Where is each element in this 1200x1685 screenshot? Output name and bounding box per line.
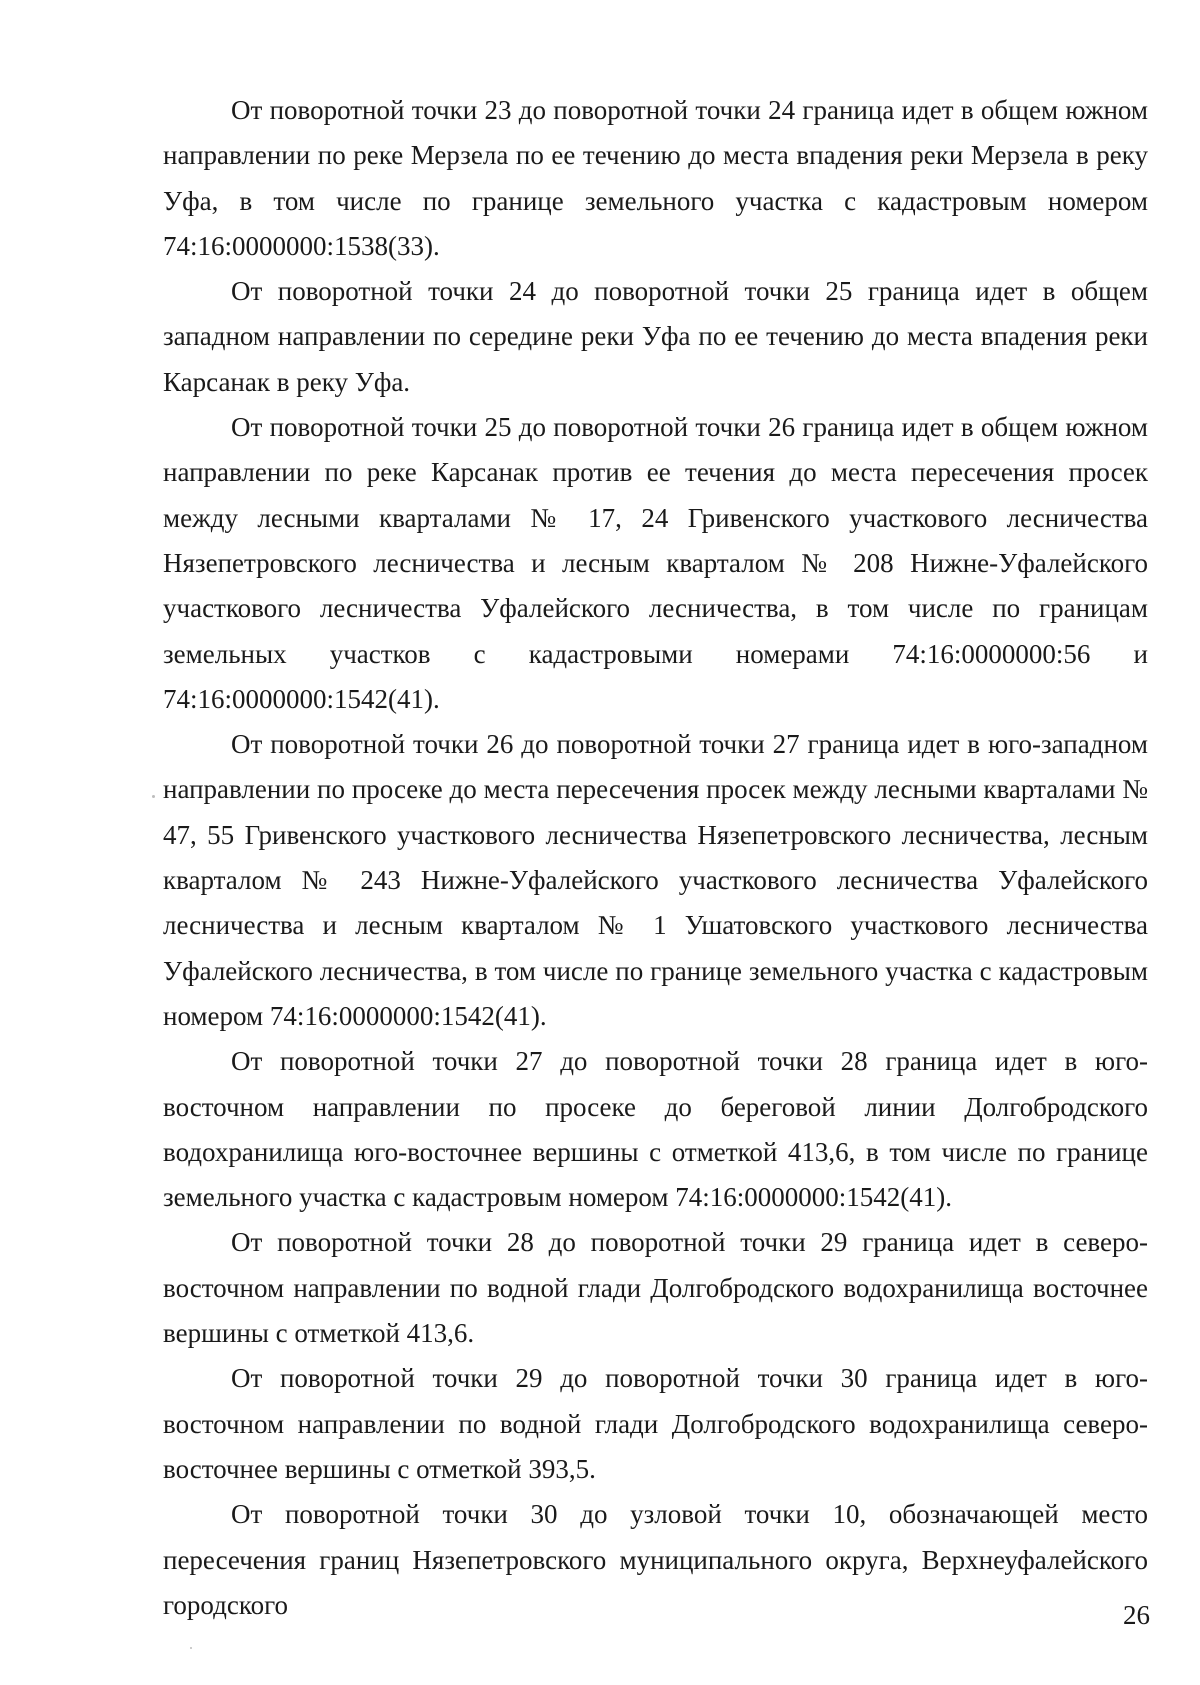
paragraph-5: От поворотной точки 27 до поворотной точки 28 граница идет в юго-восточном направлении по просеке до береговой линии Долгобродского водохранилища юго-восточнее вершины с отметкой 413,6, в том числе по границе земельного участка с кадастровым номером 74:16:0000000:1542(41). — [163, 1046, 1148, 1213]
paragraph-1: От поворотной точки 23 до поворотной точки 24 граница идет в общем южном направлении по реке Мерзела по ее течению до места впадения реки Мерзела в реку Уфа, в том числе по границе земельного участка с кадастровым номером 74:16:0000000:1538(33). — [163, 95, 1148, 261]
document-body — [163, 88, 1148, 1628]
paragraph-7: От поворотной точки 29 до поворотной точки 30 граница идет в юго-восточном направлении по водной глади Долгобродского водохранилища северо-восточнее вершины с отметкой 393,5. — [163, 1363, 1148, 1484]
paragraph-3: От поворотной точки 25 до поворотной точки 26 граница идет в общем южном направлении по реке Карсанак против ее течения до места пересечения просек между лесными кварталами № 17, 24 Гривенского участкового лесничества Нязепетровского лесничества и лесным кварталом № 208 Нижне-Уфалейского участкового лесничества Уфалейского лесничества, в том числе по границам земельных участков с кадастровыми номерами 74:16:0000000:56 и 74:16:0000000:1542(41). — [163, 412, 1148, 714]
paragraph-2: От поворотной точки 24 до поворотной точки 25 граница идет в общем западном направлении по середине реки Уфа по ее течению до места впадения реки Карсанак в реку Уфа. — [163, 276, 1148, 397]
paragraph-8: От поворотной точки 30 до узловой точки 10, обозначающей место пересечения границ Нязепетровского муниципального округа, Верхнеуфалейского городского — [163, 1499, 1148, 1620]
scan-speck — [190, 1647, 192, 1649]
paragraph-4: От поворотной точки 26 до поворотной точки 27 граница идет в юго-западном направлении по просеке до места пересечения просек между лесными кварталами № 47, 55 Гривенского участкового лесничества Нязепетровского лесничества, лесным кварталом № 243 Нижне-Уфалейского участкового лесничества Уфалейского лесничества и лесным кварталом № 1 Ушатовского участкового лесничества Уфалейского лесничества, в том числе по границе земельного участка с кадастровым номером 74:16:0000000:1542(41). — [163, 729, 1148, 1031]
scan-speck — [152, 795, 155, 798]
paragraph-6: От поворотной точки 28 до поворотной точки 29 граница идет в северо-восточном направлении по водной глади Долгобродского водохранилища восточнее вершины с отметкой 413,6. — [163, 1227, 1148, 1349]
page-number: 26 — [1123, 1600, 1150, 1630]
